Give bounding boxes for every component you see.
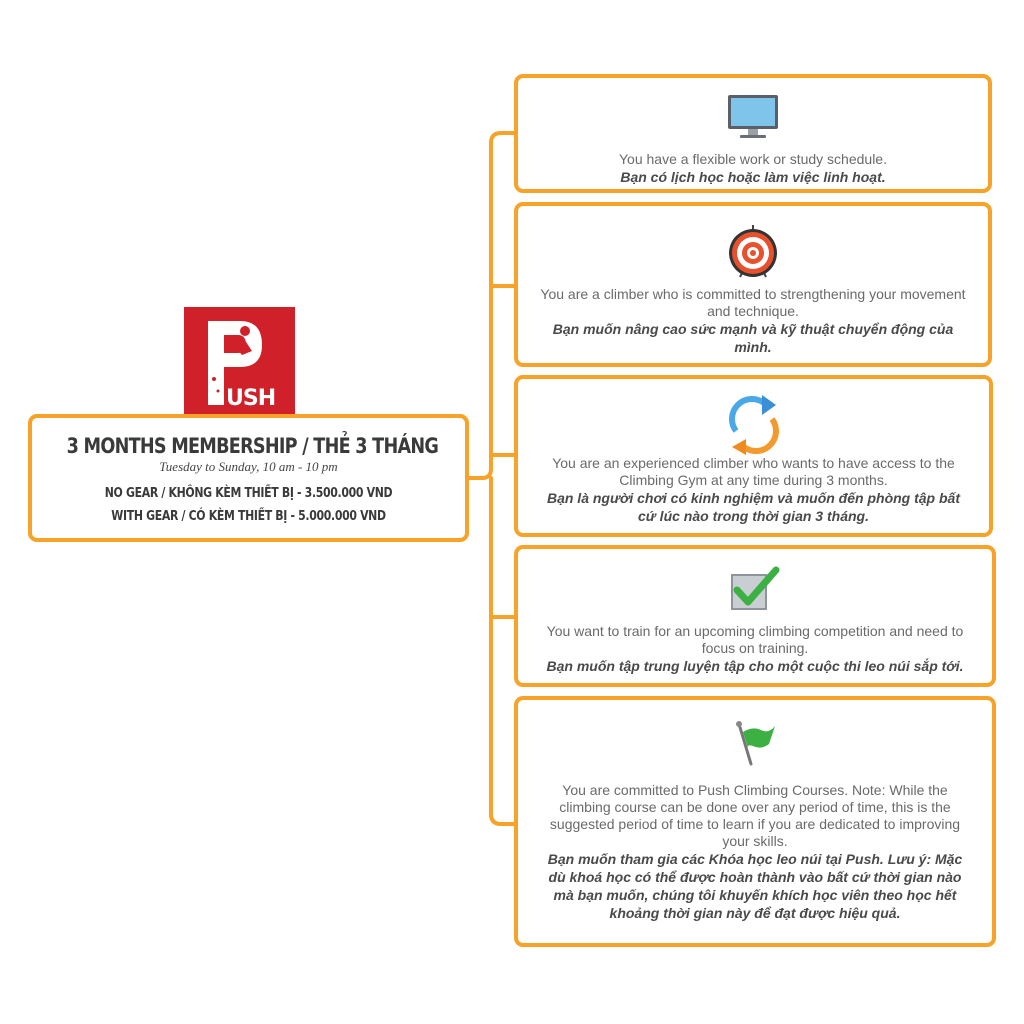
card-4-vietnamese-text: Bạn muốn tập trung luyện tập cho một cuộc thi leo núi sắp tới. [546,658,964,674]
refresh-cycle-icon [726,393,782,457]
card-5-vietnamese-text: Bạn muốn tham gia các Khóa học leo núi tại Push. Lưu ý: Mặc dù khoá học có thể được hoàn thành vào bất cứ thời gian nào mà bạn muốn, chúng tôi khuyến khích học viên theo học hết khoảng thời gian này để đạt được hiệu quả. [547,851,963,921]
price-no-gear: NO GEAR / KHÔNG KÈM THIẾT BỊ - 3.500.000 VND [104,486,393,501]
checkbox-check-icon [729,566,781,614]
green-flag-icon [729,718,781,770]
card-3-vietnamese-text: Bạn là người chơi có kinh nghiệm và muốn đến phòng tập bất cứ lúc nào trong thời gian 3 tháng. [546,490,961,524]
card-4-english-text: You want to train for an upcoming climbing competition and need to focus on training. [546,623,964,656]
reason-card-competition-training [514,545,996,687]
membership-title: 3 MONTHS MEMBERSHIP / THẺ 3 THÁNG [66,434,439,458]
reason-card-experienced-climber [514,375,993,537]
membership-schedule: Tuesday to Sunday, 10 am - 10 pm [159,459,338,474]
price-with-gear: WITH GEAR / CÓ KÈM THIẾT BỊ - 5.000.000 VND [111,509,386,524]
reason-card-flexible-schedule [514,74,992,193]
card-2-vietnamese-text: Bạn muốn nâng cao sức mạnh và kỹ thuật chuyển động của mình. [552,321,954,355]
reason-card-climbing-courses [514,696,996,947]
card-3-english-text: You are an experienced climber who wants to have access to the Climbing Gym at any time during 3 months. [552,455,955,488]
reason-card-committed-climber [514,202,992,367]
card-1-english-text: You have a flexible work or study schedule. [619,151,887,167]
card-2-english-text: You are a climber who is committed to strengthening your movement and technique. [540,286,966,319]
card-1-vietnamese-text: Bạn có lịch học hoặc làm việc linh hoạt. [620,169,886,185]
target-icon [726,223,780,279]
logo-text: USH [226,386,276,411]
card-5-english-text: You are committed to Push Climbing Courses. Note: While the climbing course can be done over any period of time, this is the suggested period of time to learn if you are dedicated to improving your skills. [549,782,961,849]
computer-monitor-icon [725,92,781,142]
membership-card [28,414,469,542]
push-logo [184,307,295,417]
